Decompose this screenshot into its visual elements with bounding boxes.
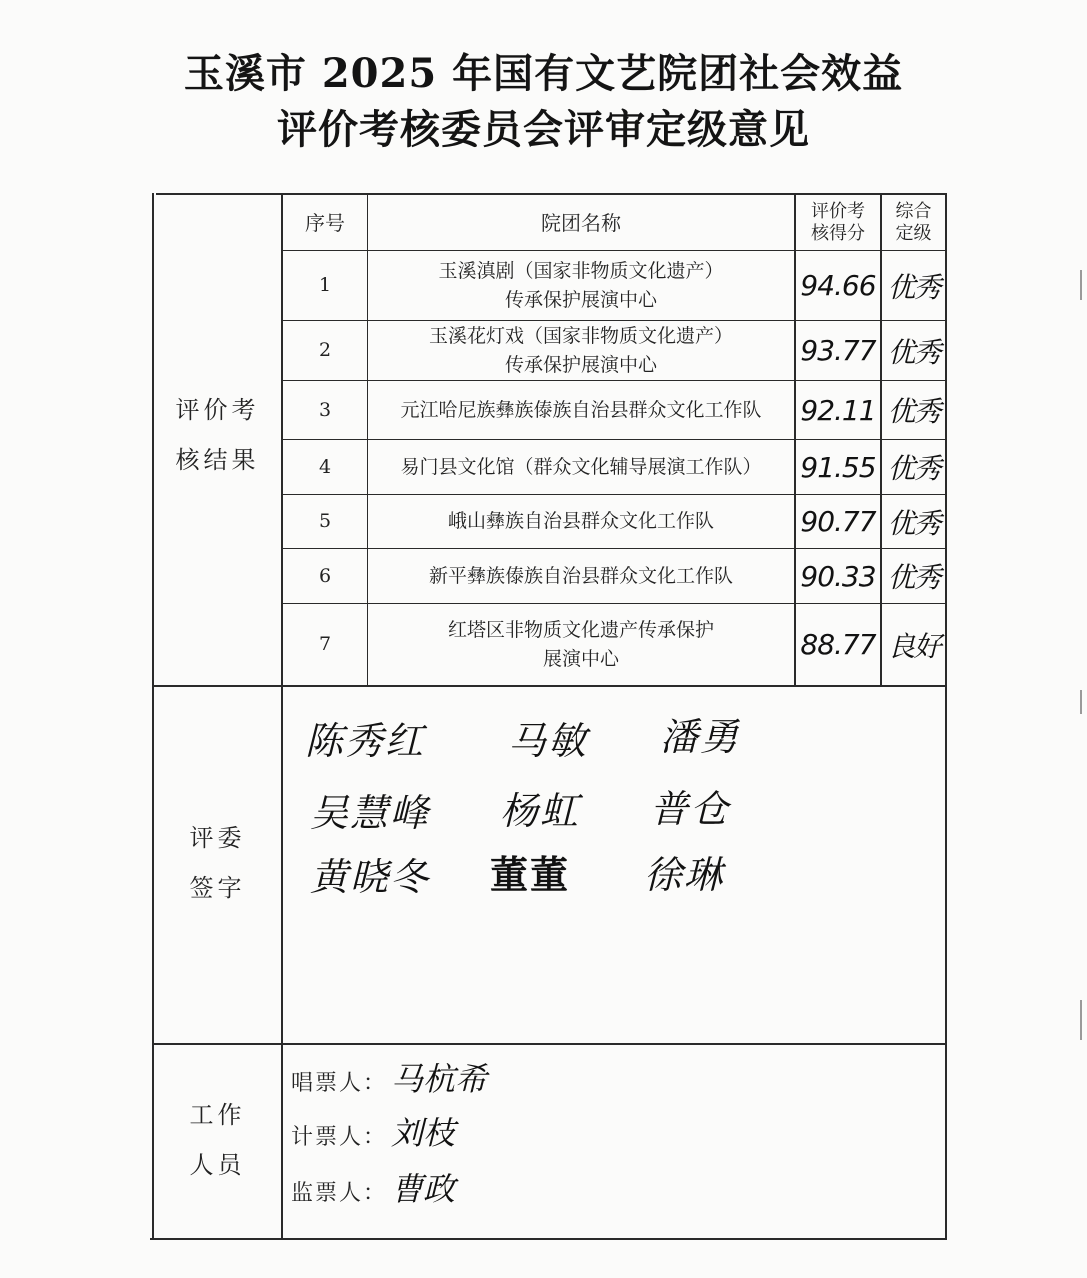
document-title-line-2: 评价考核委员会评审定级意见	[277, 106, 810, 153]
table-row-7-no: 7	[318, 633, 332, 655]
signature-label-line-2: 签字	[189, 874, 246, 902]
table-row-4-score: 91.55	[800, 450, 876, 484]
staff-3-name: 曹政	[391, 1170, 456, 1208]
table-row-3-grade: 优秀	[887, 395, 940, 428]
header-grade-line-1: 综合	[895, 200, 932, 222]
staff-2-label: 计票人：	[291, 1125, 388, 1150]
table-row-7-score: 88.77	[800, 628, 876, 661]
row-7-name-line-2: 展演中心	[542, 647, 619, 670]
header-score	[796, 195, 880, 250]
table-row-4-no: 4	[318, 455, 332, 478]
signature-2: 马敏	[508, 719, 589, 763]
table-row-2-no: 2	[318, 339, 332, 361]
table-row-3-score: 92.11	[800, 393, 876, 427]
signature-1: 陈秀红	[305, 719, 426, 763]
table-row-5-name	[368, 495, 794, 548]
table-row-1-grade: 优秀	[887, 270, 940, 304]
staff-row-1	[291, 1054, 487, 1100]
signature-section-label	[154, 808, 281, 918]
table-row-6-name	[368, 549, 794, 603]
table-row-1-score: 94.66	[800, 269, 876, 302]
row-2-name-line-1: 玉溪花灯戏（国家非物质文化遗产）	[428, 324, 733, 347]
staff-1-label: 唱票人：	[291, 1071, 388, 1096]
signature-5: 杨虹	[500, 789, 581, 833]
header-score-line-2: 核得分	[811, 222, 865, 244]
header-grade	[882, 195, 945, 250]
staff-label-line-1: 工作	[189, 1101, 246, 1129]
row-1-name-line-1: 玉溪滇剧（国家非物质文化遗产）	[438, 259, 724, 282]
table-row-7-grade: 良好	[887, 629, 940, 663]
results-label-line-2: 核结果	[175, 446, 260, 474]
table-row-2-score: 93.77	[800, 334, 876, 367]
header-grade-line-2: 定级	[895, 222, 932, 244]
table-row-1-no: 1	[318, 274, 332, 296]
section-divider-signatures	[152, 1043, 947, 1045]
table-row-4-grade: 优秀	[887, 452, 940, 485]
staff-1-name: 马杭希	[391, 1060, 488, 1098]
table-row-2-name	[368, 321, 794, 380]
table-row-7-name	[368, 604, 794, 685]
staff-3-label: 监票人：	[291, 1181, 388, 1206]
table-row-6-no: 6	[318, 564, 332, 587]
table-row-6-grade: 优秀	[887, 561, 940, 594]
scan-speck	[1080, 690, 1082, 714]
table-row-3-name	[368, 381, 794, 439]
table-row-3-no: 3	[318, 398, 332, 421]
frame-bottom	[150, 1238, 947, 1240]
signature-4: 吴慧峰	[310, 791, 431, 835]
table-row-1-name	[368, 251, 794, 320]
staff-section-label	[154, 1085, 281, 1195]
row-2-name-line-2: 传承保护展演中心	[504, 353, 657, 376]
table-row-5-grade: 优秀	[887, 506, 940, 540]
signature-9: 徐琳	[644, 853, 725, 897]
staff-2-name: 刘枝	[391, 1114, 456, 1152]
row-5-name-line-1: 峨山彝族自治县群众文化工作队	[447, 510, 714, 532]
header-score-line-1: 评价考	[811, 200, 865, 222]
section-divider-results	[152, 685, 947, 687]
results-label-line-1: 评价考	[175, 396, 260, 424]
staff-row-2	[291, 1108, 455, 1154]
row-7-name-line-1: 红塔区非物质文化遗产传承保护	[447, 618, 714, 641]
staff-row-3	[291, 1164, 455, 1210]
signature-label-line-1: 评委	[189, 824, 246, 852]
signature-7: 黄晓冬	[310, 855, 431, 899]
signature-3: 潘勇	[660, 715, 741, 759]
scan-speck	[1080, 1000, 1082, 1040]
row-4-name-line-1: 易门县文化馆（群众文化辅导展演工作队）	[400, 455, 762, 478]
signature-8: 董董	[490, 853, 571, 897]
document-title-line-1: 玉溪市 2025 年国有文艺院团社会效益	[183, 50, 904, 97]
table-row-4-name	[368, 440, 794, 494]
signature-6: 普仓	[650, 787, 731, 831]
table-row-2-grade: 优秀	[887, 335, 940, 369]
table-row-5-score: 90.77	[800, 505, 876, 538]
header-no: 序号	[305, 210, 345, 235]
header-name: 院团名称	[541, 210, 621, 235]
results-section-label	[154, 380, 281, 490]
frame-right	[945, 193, 947, 1240]
scan-speck	[1080, 270, 1082, 300]
frame-left	[152, 193, 154, 1240]
row-6-name-line-1: 新平彝族傣族自治县群众文化工作队	[428, 564, 733, 587]
staff-label-line-2: 人员	[189, 1151, 246, 1179]
row-1-name-line-2: 传承保护展演中心	[504, 288, 657, 311]
row-3-name-line-1: 元江哈尼族彝族傣族自治县群众文化工作队	[400, 398, 762, 421]
table-row-6-score: 90.33	[800, 559, 876, 593]
table-row-5-no: 5	[318, 510, 332, 532]
